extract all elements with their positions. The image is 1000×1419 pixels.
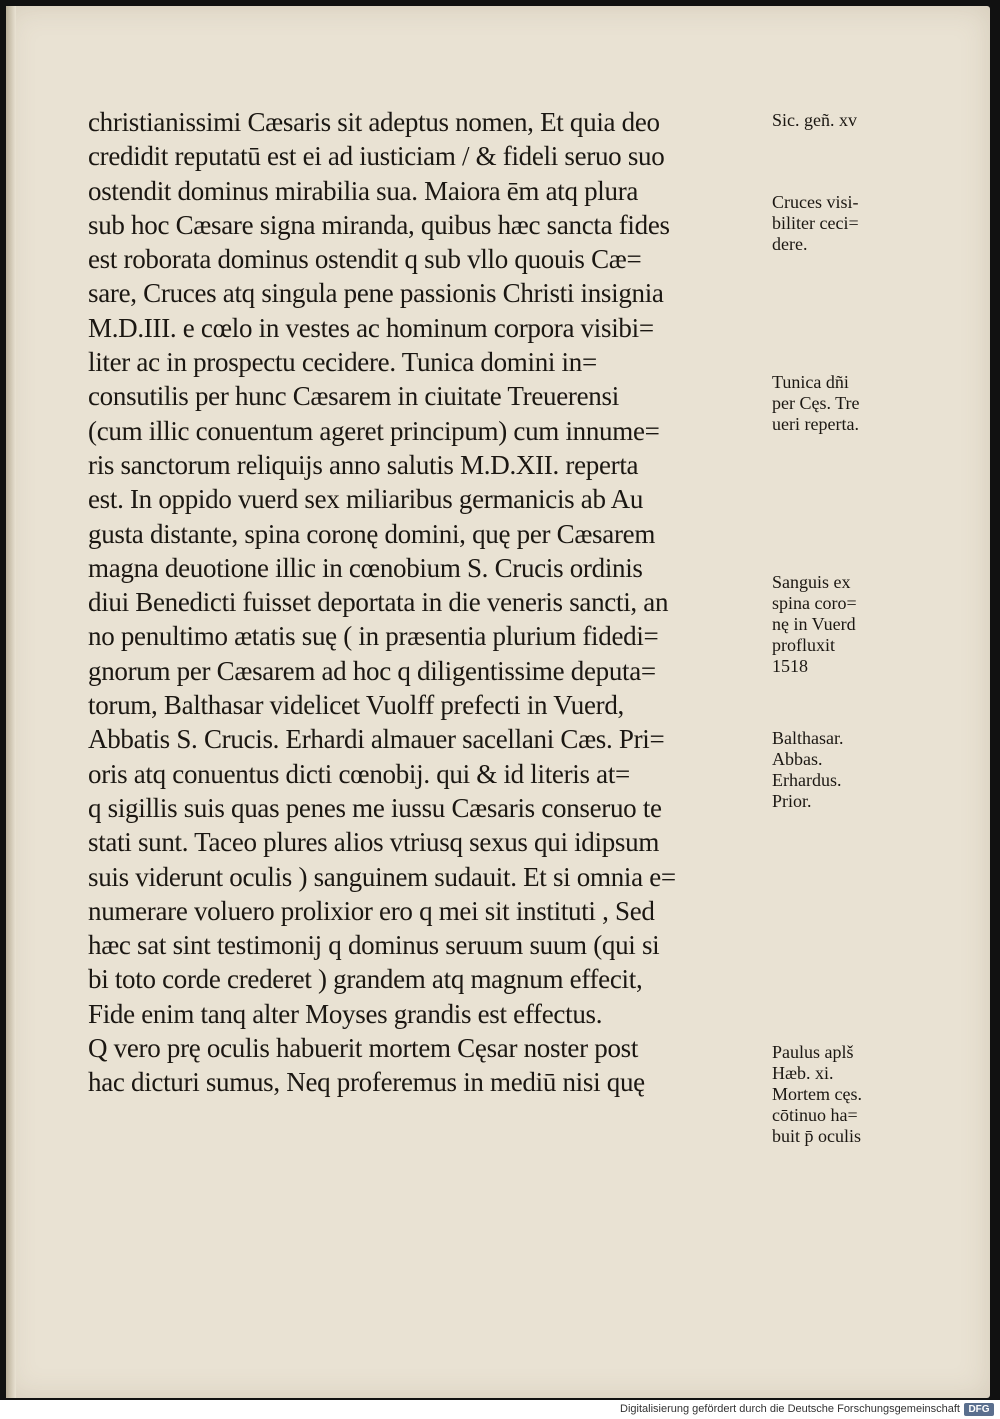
text-line: hac dicturi sumus, Neq proferemus in mediū nisi quę — [88, 1067, 645, 1098]
text-line: ris sanctorum reliquijs anno salutis M.D.XII. reperta — [88, 449, 639, 480]
note-line: 1518 — [772, 656, 808, 676]
note-line: Paulus aplš — [772, 1042, 854, 1062]
note-line: per Cęs. Tre — [772, 393, 860, 413]
text-line: numerare voluero prolixior ero q mei sit instituti , Sed — [88, 895, 655, 926]
text-line: ostendit dominus mirabilia sua. Maiora ēm atq plura — [88, 175, 639, 206]
note-line: Sanguis ex — [772, 572, 851, 592]
note-line: ueri reperta. — [772, 414, 859, 434]
text-line: sub hoc Cæsare signa miranda, quibus hæc sancta fides — [88, 209, 670, 240]
text-line: torum, Balthasar videlicet Vuolff prefecti in Vuerd, — [88, 690, 625, 721]
note-line: dere. — [772, 234, 808, 254]
text-line: (cum illic conuentum ageret principum) cum innume= — [88, 415, 660, 446]
note-line: Abbas. — [772, 749, 823, 769]
note-line: Tunica dñi — [772, 372, 849, 392]
text-line: gnorum per Cæsarem ad hoc q diligentissime deputa= — [88, 655, 656, 686]
note-line: cōtinuo ha= — [772, 1105, 858, 1125]
text-line: bi toto corde crederet ) grandem atq magnum effecit, — [88, 964, 643, 995]
text-line: christianissimi Cæsaris sit adeptus nomen, Et quia deo — [88, 107, 660, 137]
note-line: buit p̄ oculis — [772, 1126, 861, 1146]
note-line: Hæb. xi. — [772, 1063, 834, 1083]
marginal-note-paulus — [772, 1042, 992, 1147]
text-line: Q vero prę oculis habuerit mortem Cęsar noster post — [88, 1033, 639, 1064]
text-line: no penultimo ætatis suę ( in præsentia plurium fidedi= — [88, 621, 659, 652]
text-line: oris atq conuentus dicti cœnobij. qui & id literis at= — [88, 758, 630, 789]
text-line: est roborata dominus ostendit q sub vllo quouis Cæ= — [88, 244, 642, 275]
note-line: Cruces visi- — [772, 192, 859, 212]
text-line: sare, Cruces atq singula pene passionis Christi insignia — [88, 278, 664, 309]
note-line: Mortem cęs. — [772, 1084, 862, 1104]
text-line: diui Benedicti fuisset deportata in die veneris sancti, an — [88, 587, 669, 618]
page-edge-shadow — [6, 6, 16, 1398]
marginal-note-tunica — [772, 372, 992, 435]
text-line: magna deuotione illic in cœnobium S. Crucis ordinis — [88, 552, 643, 583]
marginal-note-cruces — [772, 192, 992, 255]
text-line: gusta distante, spina coronę domini, quę per Cæsarem — [88, 518, 656, 549]
text-line: Abbatis S. Crucis. Erhardi almauer sacellani Cæs. Pri= — [88, 724, 665, 755]
text-line: stati sunt. Taceo plures alios vtriusq sexus qui idipsum — [88, 827, 660, 858]
funding-credit: Digitalisierung gefördert durch die Deutsche Forschungsgemeinschaft — [620, 1403, 960, 1415]
main-text-block — [88, 105, 768, 1100]
note-line: Balthasar. — [772, 728, 844, 748]
text-line: consutilis per hunc Cæsarem in ciuitate Treuerensi — [88, 381, 619, 412]
note-line: Erhardus. — [772, 770, 842, 790]
marginal-note-sic-gen — [772, 110, 992, 131]
marginal-note-witnesses — [772, 728, 992, 812]
text-line: q sigillis suis quas penes me iussu Cæsaris conseruo te — [88, 792, 662, 823]
digitization-footer — [0, 1400, 1000, 1419]
note-line: Prior. — [772, 791, 812, 811]
text-line: credidit reputatū est ei ad iusticiam / & fideli seruo suo — [88, 141, 665, 172]
note-line: Sic. geñ. xv — [772, 110, 857, 130]
note-line: spina coro= — [772, 593, 857, 613]
text-line: hæc sat sint testimonij q dominus seruum suum (qui si — [88, 930, 660, 961]
note-line: nę in Vuerd — [772, 614, 856, 634]
note-line: profluxit — [772, 635, 835, 655]
dfg-logo-icon: DFG — [964, 1403, 994, 1416]
note-line: biliter ceci= — [772, 213, 859, 233]
text-line: M.D.III. e cœlo in vestes ac hominum corpora visibi= — [88, 312, 654, 343]
marginal-note-sanguis — [772, 572, 992, 677]
text-line: est. In oppido vuerd sex miliaribus germanicis ab Au — [88, 484, 644, 515]
text-line: suis viderunt oculis ) sanguinem sudauit. Et si omnia e= — [88, 861, 676, 892]
text-line: Fide enim tanq alter Moyses grandis est effectus. — [88, 998, 603, 1029]
text-line: liter ac in prospectu cecidere. Tunica domini in= — [88, 347, 597, 378]
